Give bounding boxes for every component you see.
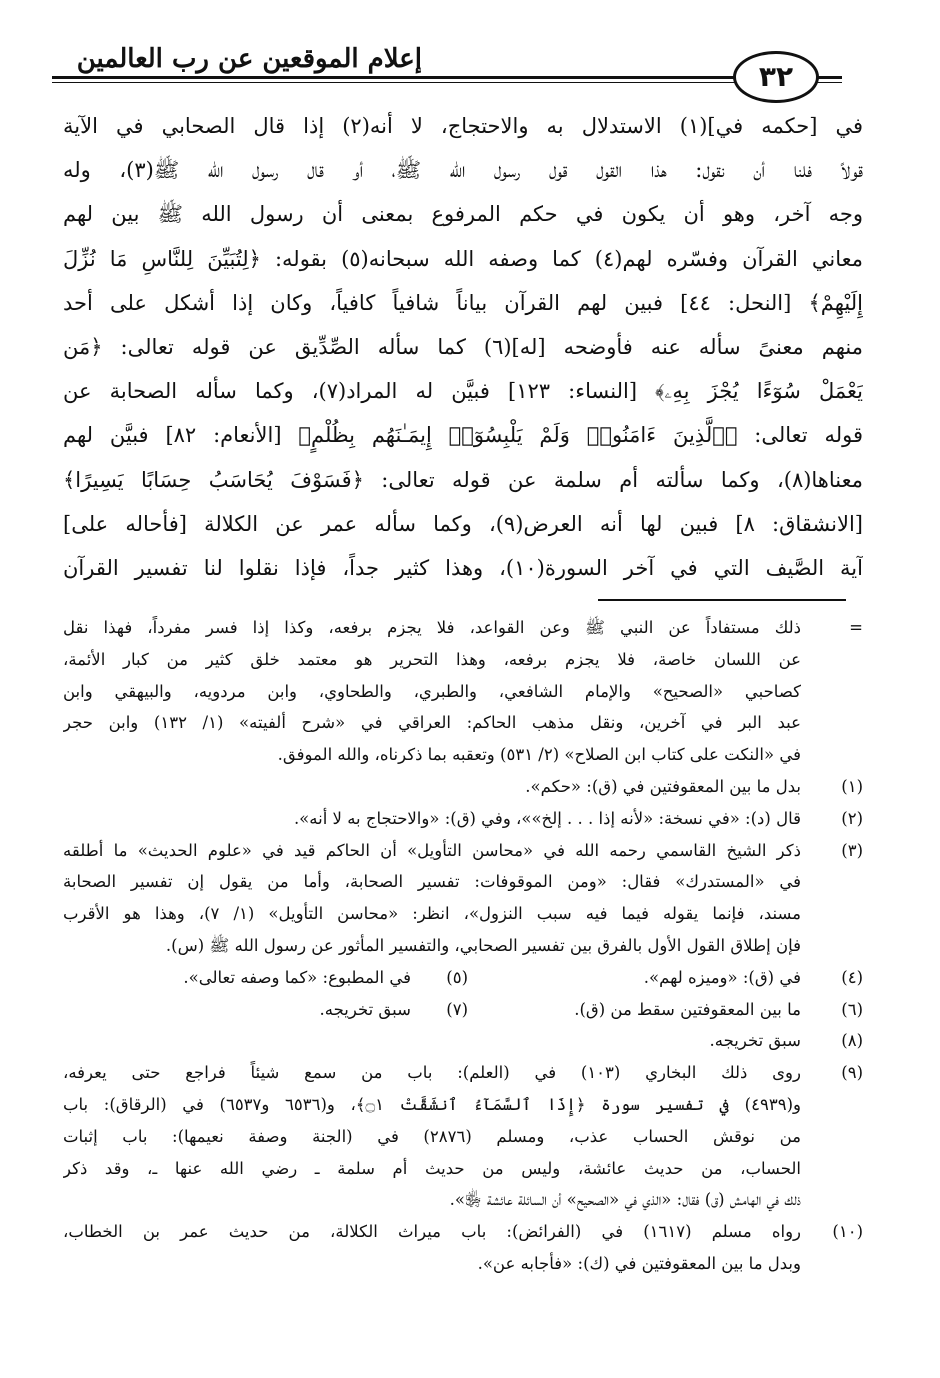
footnote-line: مسند، فإنما يقوله فيما فيه سبب النزول»، انظر: «محاسن التأويل» (١/ ٧)، وهذا هو الأقرب bbox=[63, 904, 801, 924]
footnote-number: (٢) bbox=[841, 808, 863, 828]
footnote-number: (١٠) bbox=[832, 1222, 863, 1242]
footnote-pair-4-5 bbox=[63, 962, 863, 994]
page-number: ٣٢ bbox=[733, 51, 819, 103]
text-line: يَعْمَلْ سُوٓءًا يُجْزَ بِهِۦ﴾ [النساء: ١٢٣] فبيَّن له المراد(٧)، وكما سأله الصحابة عن bbox=[63, 379, 863, 404]
footnote-7-text: سبق تخريجه. bbox=[319, 999, 411, 1019]
footnote-line: رواه مسلم (١٦١٧) في (الفرائض): باب ميراث الكلالة، من حديث عمر بن الخطاب، bbox=[63, 1222, 801, 1242]
footnote-line: وبدل ما بين المعقوفتين في (ك): «فأجابه عن». bbox=[477, 1253, 801, 1273]
footnote-line: عن اللسان خاصة، فلا يجزم برفعه، وهذا التحرير هو معتمد خلق كثير من كبار الأئمة، bbox=[63, 649, 801, 669]
header-rule-thick bbox=[52, 76, 735, 79]
footnote-9 bbox=[63, 1057, 863, 1216]
footnote-10 bbox=[63, 1216, 863, 1280]
text-line: آية الصَّيف التي في آخر السورة(١٠)، وهذا كثير جداً، فإذا نقلوا لنا تفسير القرآن bbox=[63, 555, 863, 580]
footnote-line: في «النكت على كتاب ابن الصلاح» (٢/ ٥٣١) وتعقبه بما ذكرناه، والله الموفق. bbox=[277, 745, 801, 765]
footnote-number: (٤) bbox=[841, 967, 863, 987]
text-line: منهم معنىً سأله عنه فأوضحه [له](٦) كما سأله الصِّدِّيق عن قوله تعالى: ﴿مَن bbox=[63, 334, 863, 359]
footnote-line: ذلك في الهامش (ق) فقال: «الذي في «الصحيح» أن السائلة عائشة ﵂». bbox=[449, 1190, 801, 1210]
footnote-separator bbox=[598, 599, 846, 601]
continuation-marker: = bbox=[849, 618, 863, 637]
footnote-line: سبق تخريجه. bbox=[709, 1031, 801, 1051]
footnote-line: بدل ما بين المعقوفتين في (ق): «حكم». bbox=[525, 776, 801, 796]
footnote-line: ذلك مستفاداً عن النبي ﷺ وعن القواعد، فلا يجزم برفعه، وكذا إذا فسر مفرداً، فهذا نقل bbox=[63, 618, 801, 637]
text-line: في [حكمه في](١) الاستدلال به والاحتجاج، لا أنه(٢) إذا قال الصحابي في الآية bbox=[63, 114, 863, 138]
footnote-number: (١) bbox=[841, 776, 863, 796]
footnote-line: روى ذلك البخاري (١٠٣) في (العلم): باب من سمع شيئاً فراجع حتى يعرفه، bbox=[63, 1063, 801, 1083]
footnote-line: ذكر الشيخ القاسمي رحمه الله في «محاسن التأويل» أن الحاكم قيد في «علوم الحديث» ما أطلقه bbox=[63, 840, 801, 860]
footnote-line: و(٤٩٣٩) في تفسير سورة ﴿إِذَا ٱلسَّمَآءُ ٱنشَقَّتْ ۝١﴾، و(٦٥٣٦ و٦٥٣٧) في (الرقاق): باب bbox=[63, 1094, 801, 1114]
footnote-number: (٣) bbox=[841, 840, 863, 860]
footnote-4-text: في (ق): «وميزه لهم». bbox=[643, 967, 801, 987]
footnote-2 bbox=[63, 803, 863, 835]
footnote-number: (٨) bbox=[841, 1031, 863, 1051]
footnotes bbox=[63, 612, 863, 1280]
book-title: إعلام الموقعين عن رب العالمين bbox=[76, 44, 422, 74]
footnote-line: من نوقش الحساب عذب، ومسلم (٢٨٧٦) في (الجنة وصفة نعيمها): باب إثبات bbox=[63, 1126, 801, 1146]
footnote-line: الحساب، من حديث عائشة، وليس من حديث أم سلمة ـ رضي الله عنها ـ، وقد ذكر bbox=[63, 1158, 801, 1178]
footnote-line: فإن إطلاق القول الأول بالفرق بين تفسير الصحابي، والتفسير المأثور عن رسول الله ﷺ (س). bbox=[165, 935, 801, 955]
main-text bbox=[63, 104, 863, 590]
footnote-8 bbox=[63, 1025, 863, 1057]
footnote-number: (٧) bbox=[446, 999, 468, 1019]
footnote-line: عبد البر في آخرين، ونقل مذهب الحاكم: العراقي في «شرح ألفيته» (١/ ١٣٢) وابن حجر bbox=[63, 713, 801, 733]
text-line: قولاً فلنا أن نقول: هذا القول قول رسول الله ﷺ، أو قال رسول الله ﷺ(٣)، وله bbox=[63, 158, 863, 183]
footnote-5-text: في المطبوع: «كما وصفه تعالى». bbox=[183, 967, 411, 987]
footnote-1 bbox=[63, 771, 863, 803]
footnote-number: (٦) bbox=[841, 999, 863, 1019]
header-rule-thin bbox=[52, 82, 735, 83]
footnote-3 bbox=[63, 835, 863, 962]
footnote-pair-6-7 bbox=[63, 994, 863, 1026]
text-line: قوله تعالى: ﴿ٱلَّذِينَ ءَامَنُوا۟ وَلَمْ يَلْبِسُوٓا۟ إِيمَـٰنَهُم بِظُلْمٍ﴾ [الأنعام: ٨٢] فبيَّن لهم bbox=[63, 423, 863, 448]
text-line: إِلَيْهِمْ﴾ [النحل: ٤٤] فبين لهم القرآن بياناً شافياً كافياً، وكان إذا أشكل على أحد bbox=[63, 290, 863, 315]
footnote-line: قال (د): «في نسخة: «لأنه إذا . . . إلخ»»، وفي (ق): «والاحتجاج به لا أنه». bbox=[293, 808, 801, 828]
text-line: [الانشقاق: ٨] فبين لها أنه العرض(٩)، وكما سأله عمر عن الكلالة [فأحاله على] bbox=[63, 511, 863, 536]
footnote-line: في «المستدرك» فقال: «ومن الموقوفات: تفسير الصحابة، وأما من يقول إن تفسير الصحابة bbox=[63, 872, 801, 892]
text-line: وجه آخر، وهو أن يكون في حكم المرفوع بمعنى أن رسول الله ﷺ بين لهم bbox=[63, 202, 863, 227]
footnote-continuation bbox=[63, 612, 863, 771]
footnote-number: (٥) bbox=[446, 967, 468, 987]
text-line: معاني القرآن وفسّره لهم(٤) كما وصفه الله سبحانه(٥) بقوله: ﴿لِتُبَيِّنَ لِلنَّاسِ مَا نُزِّلَ bbox=[63, 246, 863, 271]
footnote-6-text: ما بين المعقوفتين سقط من (ق). bbox=[574, 999, 801, 1019]
footnote-line: كصاحبي «الصحيح» والإمام الشافعي، والطبري، والطحاوي، وابن مردويه، والبيهقي وابن bbox=[63, 681, 801, 701]
text-line: معناها(٨)، وكما سألته أم سلمة عن قوله تعالى: ﴿فَسَوْفَ يُحَاسَبُ حِسَابًا يَسِيرًا﴾ bbox=[63, 467, 863, 492]
footnote-number: (٩) bbox=[841, 1063, 863, 1083]
